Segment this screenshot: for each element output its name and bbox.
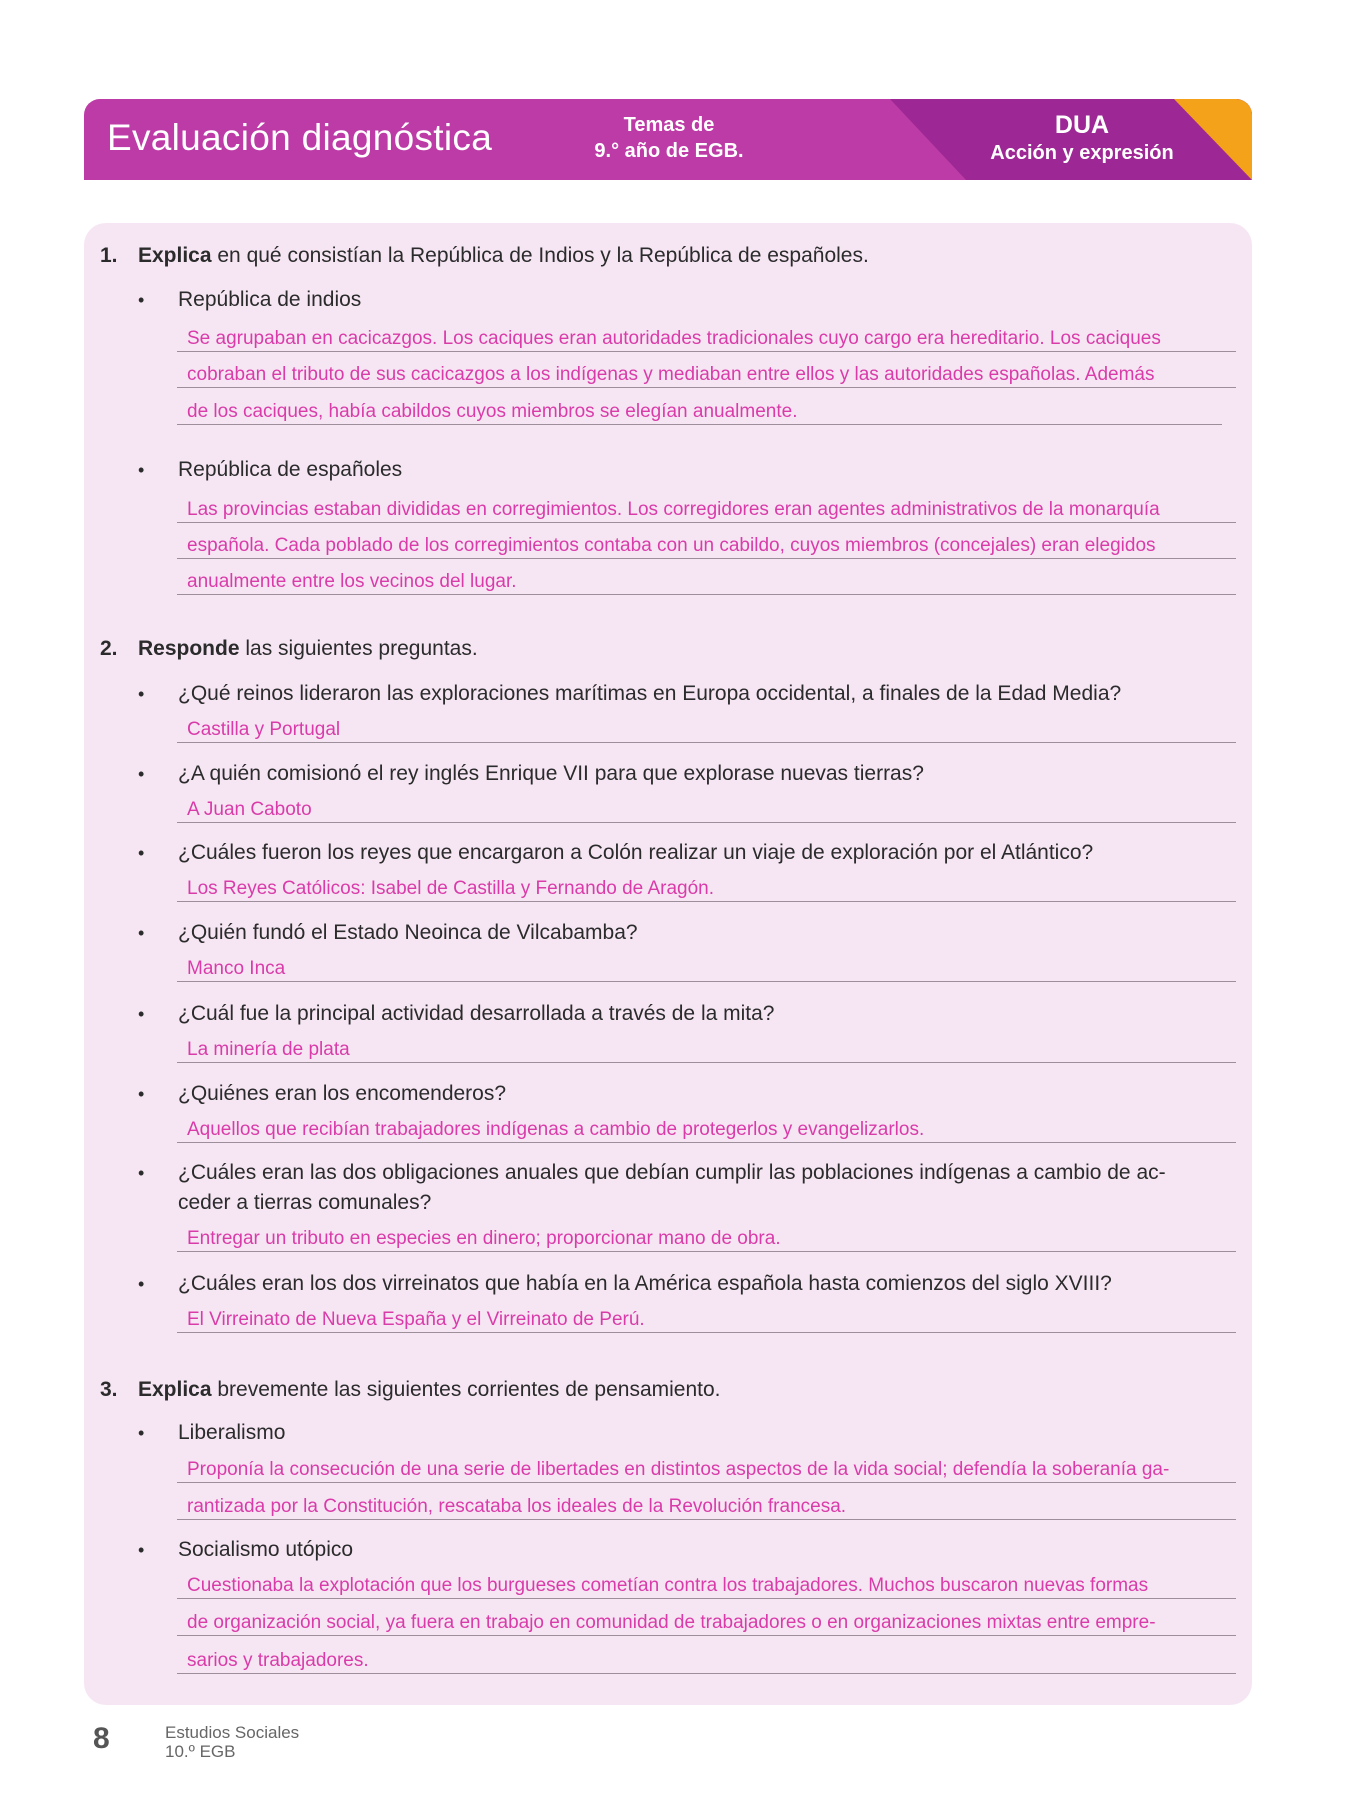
answer-line[interactable] [177,1142,1236,1143]
question-verb: Explica [138,244,212,267]
answer-text: Aquellos que recibían trabajadores indígenas a cambio de protegerlos y evangelizarlos. [187,1119,925,1140]
answer-line[interactable] [177,1482,1236,1483]
answer-text: El Virreinato de Nueva España y el Virreinato de Perú. [187,1309,645,1330]
bullet-icon: • [138,684,145,704]
answer-line[interactable] [177,1519,1236,1520]
answer-line[interactable] [177,424,1222,425]
bullet-icon: • [138,1163,145,1183]
bullet-icon: • [138,460,145,480]
dua-label [964,111,1200,166]
bullet-icon: • [138,290,145,310]
answer-line[interactable] [177,1062,1236,1063]
item-prompt: República de indios [178,288,362,311]
answer-line[interactable] [177,387,1236,388]
answer-line[interactable] [177,351,1236,352]
item-prompt: República de españoles [178,458,403,481]
answer-line[interactable] [177,1673,1236,1674]
item-prompt: ¿Cuál fue la principal actividad desarrollada a través de la mita? [178,1002,775,1025]
answer-text: anualmente entre los vecinos del lugar. [187,571,517,592]
footer-subject-name: Estudios Sociales [165,1723,300,1742]
answer-line[interactable] [177,1332,1236,1333]
header-subtitle [584,112,754,164]
answer-line[interactable] [177,822,1236,823]
question-heading [138,241,869,271]
page-title: Evaluación diagnóstica [107,117,493,158]
bullet-icon: • [138,843,145,863]
answer-line[interactable] [177,594,1236,595]
item-prompt: ¿Qué reinos lideraron las exploraciones marítimas en Europa occidental, a finales de la Edad Media? [178,682,1122,705]
question-number: 3. [100,1378,118,1401]
answer-text: sarios y trabajadores. [187,1650,369,1671]
dua-subtitle: Acción y expresión [990,142,1174,164]
question-heading [138,634,478,664]
answer-text: Manco Inca [187,958,286,979]
bullet-icon: • [138,1004,145,1024]
answer-line[interactable] [177,742,1236,743]
answer-line[interactable] [177,981,1236,982]
bullet-icon: • [138,1084,145,1104]
answer-text: Los Reyes Católicos: Isabel de Castilla y Fernando de Aragón. [187,878,715,899]
subtitle-line2: 9.° año de EGB. [594,140,744,162]
answer-text: de los caciques, había cabildos cuyos miembros se elegían anualmente. [187,401,798,422]
answer-text: Proponía la consecución de una serie de libertades en distintos aspectos de la vida social; defendía la soberanía ga- [187,1459,1170,1480]
answer-text: española. Cada poblado de los corregimientos contaba con un cabildo, cuyos miembros (concejales) eran elegidos [187,535,1156,556]
page-number: 8 [93,1722,110,1755]
bullet-icon: • [138,923,145,943]
item-prompt: ¿Cuáles eran los dos virreinatos que había en la América española hasta comienzos del siglo XVIII? [178,1272,1112,1295]
answer-text: Castilla y Portugal [187,719,341,740]
answer-line[interactable] [177,901,1236,902]
item-prompt: ¿Quiénes eran los encomenderos? [178,1082,507,1105]
item-prompt: ¿Quién fundó el Estado Neoinca de Vilcabamba? [178,921,638,944]
question-text: las siguientes preguntas. [239,637,478,660]
question-number: 1. [100,244,118,267]
answer-text: Entregar un tributo en especies en dinero; proporcionar mano de obra. [187,1228,781,1249]
question-verb: Responde [138,637,240,660]
answer-text: Cuestionaba la explotación que los burgueses cometían contra los trabajadores. Muchos buscaron nuevas formas [187,1575,1149,1596]
bullet-icon: • [138,1540,145,1560]
answer-text: rantizada por la Constitución, rescataba los ideales de la Revolución francesa. [187,1496,847,1517]
answer-text: Se agrupaban en cacicazgos. Los caciques eran autoridades tradicionales cuyo cargo era hereditario. Los caciques [187,328,1161,349]
question-text: brevemente las siguientes corrientes de pensamiento. [211,1378,721,1401]
bullet-icon: • [138,764,145,784]
item-prompt: Socialismo utópico [178,1538,354,1561]
question-verb: Explica [138,1378,212,1401]
bullet-icon: • [138,1274,145,1294]
answer-text: de organización social, ya fuera en trabajo en comunidad de trabajadores o en organizaciones mixtas entre empre- [187,1612,1156,1633]
answer-line[interactable] [177,1598,1236,1599]
page-header [84,99,1252,180]
answer-text: Las provincias estaban divididas en corregimientos. Los corregidores eran agentes administrativos de la monarquía [187,499,1160,520]
item-prompt: Liberalismo [178,1421,286,1444]
answer-text: A Juan Caboto [187,799,312,820]
subtitle-line1: Temas de [623,114,715,136]
item-prompt: ¿A quién comisionó el rey inglés Enrique VII para que explorase nuevas tierras? [178,762,924,785]
item-prompt: ceder a tierras comunales? [178,1191,432,1214]
dua-title: DUA [1054,111,1110,139]
footer-grade: 10.º EGB [165,1742,236,1761]
answer-line[interactable] [177,1251,1236,1252]
answer-text: cobraban el tributo de sus cacicazgos a los indígenas y mediaban entre ellos y las autoridades españolas. Además [187,364,1155,385]
question-number: 2. [100,637,118,660]
bullet-icon: • [138,1423,145,1443]
answer-line[interactable] [177,522,1236,523]
footer-subject [165,1723,299,1761]
question-text: en qué consistían la República de Indios y la República de españoles. [211,244,869,267]
answer-text: La minería de plata [187,1039,350,1060]
item-prompt: ¿Cuáles fueron los reyes que encargaron a Colón realizar un viaje de exploración por el Atlántico? [178,841,1094,864]
answer-line[interactable] [177,558,1236,559]
answer-line[interactable] [177,1635,1236,1636]
item-prompt: ¿Cuáles eran las dos obligaciones anuales que debían cumplir las poblaciones indígenas a cambio de ac- [178,1161,1166,1184]
question-heading [138,1375,721,1405]
